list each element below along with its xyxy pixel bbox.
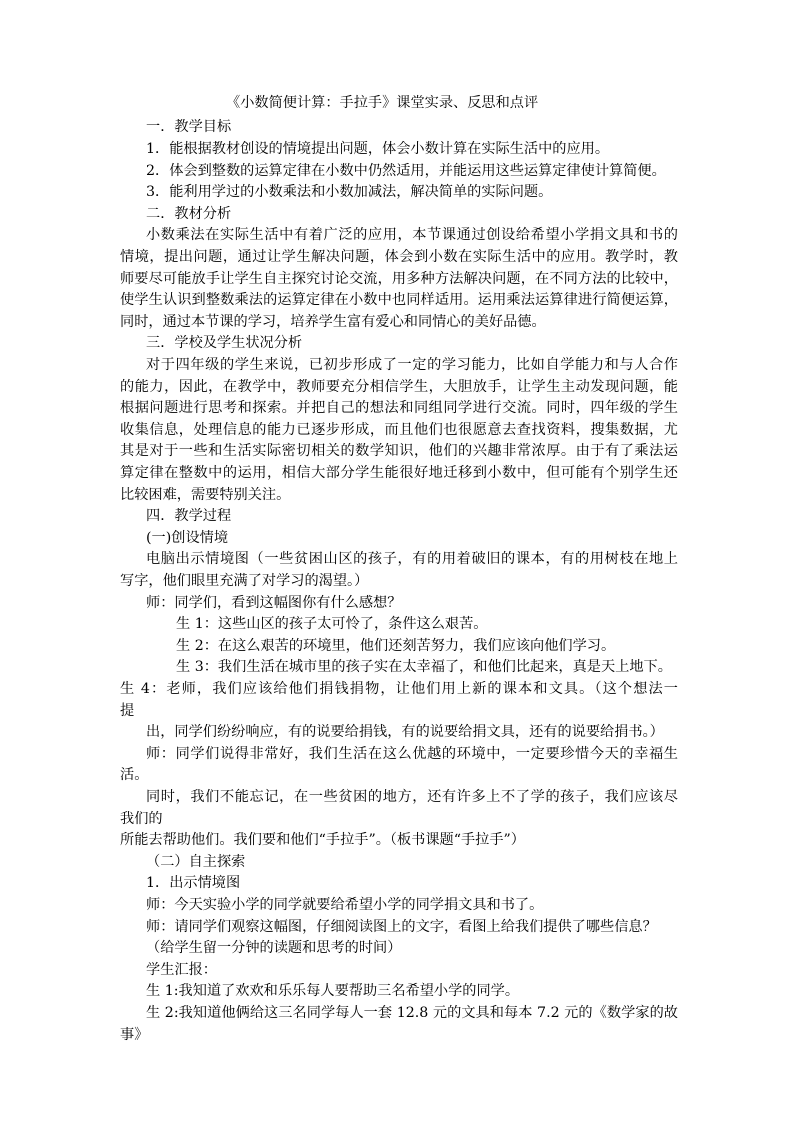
dialogue-line: 师：今天实验小学的同学就要给希望小学的同学捐文具和书了。	[146, 897, 544, 913]
dialogue-line: 学生汇报：	[146, 962, 217, 978]
paragraph-line: 使学生认识到整数乘法的运算定律在小数中也同样适用。运用乘法运算律进行简便运算，	[120, 292, 678, 308]
paragraph-line: 写字，他们眼里充满了对学习的渴望。）	[120, 573, 369, 589]
paragraph-line: 同时，我们不能忘记，在一些贫困的地方，还有许多上不了学的孩子，我们应该尽	[146, 789, 678, 805]
goal-item-2: 2．体会到整数的运算定律在小数中仍然适用，并能运用这些运算定律使计算简便。	[146, 163, 666, 179]
subsection-heading-explore: （二）自主探索	[146, 854, 246, 870]
goal-item-3: 3．能利用学过的小数乘法和小数加减法，解决简单的实际问题。	[146, 184, 553, 200]
section-heading-goals: 一．教学目标	[146, 119, 232, 135]
subsection-heading-situation: (一)创设情境	[146, 530, 229, 546]
paragraph-line: 小数乘法在实际生活中有着广泛的应用，本节课通过创设给希望小学捐文具和书的	[146, 227, 678, 243]
dialogue-line: 出，同学们纷纷响应，有的说要给捐钱，有的说要给捐文具，还有的说要给捐书。）	[146, 724, 664, 740]
dialogue-line: 生 3：我们生活在城市里的孩子实在太幸福了，和他们比起来，真是天上地下。	[176, 659, 672, 675]
paragraph-line: 收集信息，处理信息的能力已逐步形成，而且他们也很愿意去查找资料，搜集数据，尤	[120, 422, 678, 438]
document-title: 《小数简便计算：手拉手》课堂实录、反思和点评	[226, 95, 539, 111]
dialogue-line: 生 2：在这么艰苦的环境里，他们还刻苦努力，我们应该向他们学习。	[176, 638, 616, 654]
dialogue-line: （给学生留一分钟的读题和思考的时间）	[146, 940, 402, 956]
dialogue-line: 事》	[120, 1027, 149, 1043]
paragraph-line: 根据问题进行思考和探索。并把自己的想法和同组同学进行交流。同时，四年级的学生	[120, 400, 678, 416]
paragraph-line: 所能去帮助他们。我们要和他们“手拉手”。（板书课题“手拉手”）	[120, 832, 525, 848]
paragraph-line: 电脑出示情境图（一些贫困山区的孩子，有的用着破旧的课本，有的用树枝在地上	[146, 551, 678, 567]
step-heading: 1．出示情境图	[146, 875, 241, 891]
goal-item-1: 1．能根据教材创设的情境提出问题，体会小数计算在实际生活中的应用。	[146, 141, 610, 157]
dialogue-line: 师：同学们，看到这幅图你有什么感想？	[146, 595, 402, 611]
paragraph-line: 其是对于一些和生活实际密切相关的数学知识，他们的兴趣非常浓厚。由于有了乘法运	[120, 443, 678, 459]
paragraph-line: 对于四年级的学生来说，已初步形成了一定的学习能力，比如自学能力和与人合作	[146, 357, 678, 373]
paragraph-line: 我们的	[120, 811, 163, 827]
paragraph-line: 同时，通过本节课的学习，培养学生富有爱心和同情心的美好品德。	[120, 314, 546, 330]
paragraph-line: 算定律在整数中的运用，相信大部分学生能很好地迁移到小数中，但可能有个别学生还	[120, 465, 678, 481]
paragraph-line: 的能力，因此，在教学中，教师要充分相信学生，大胆放手，让学生主动发现问题，能	[120, 379, 678, 395]
dialogue-line: 师：同学们说得非常好，我们生活在这么优越的环境中，一定要珍惜今天的幸福生	[146, 746, 678, 762]
section-heading-material: 二．教材分析	[146, 206, 232, 222]
section-heading-process: 四．教学过程	[146, 508, 232, 524]
section-heading-analysis: 三．学校及学生状况分析	[146, 335, 303, 351]
paragraph-line: 师要尽可能放手让学生自主探究讨论交流，用多种方法解决问题，在不同方法的比较中，	[120, 271, 678, 287]
dialogue-line: 师：请同学们观察这幅图，仔细阅读图上的文字，看图上给我们提供了哪些信息？	[146, 919, 657, 935]
dialogue-line: 生 4：老师，我们应该给他们捐钱捐物，让他们用上新的课本和文具。（这个想法一	[120, 681, 678, 697]
dialogue-line: 生 1：这些山区的孩子太可怜了，条件这么艰苦。	[176, 616, 488, 632]
dialogue-line: 生 2:我知道他俩给这三名同学每人一套 12.8 元的文具和每本 7.2 元的《数学家的故	[146, 1005, 678, 1021]
paragraph-line: 比较困难，需要特别关注。	[120, 487, 291, 503]
dialogue-line: 生 1:我知道了欢欢和乐乐每人要帮助三名希望小学的同学。	[146, 983, 520, 999]
paragraph-line: 情境，提出问题，通过让学生解决问题，体会到小数在实际生活中的应用。教学时，教	[120, 249, 678, 265]
dialogue-line: 提	[120, 703, 135, 719]
dialogue-line: 活。	[120, 767, 149, 783]
